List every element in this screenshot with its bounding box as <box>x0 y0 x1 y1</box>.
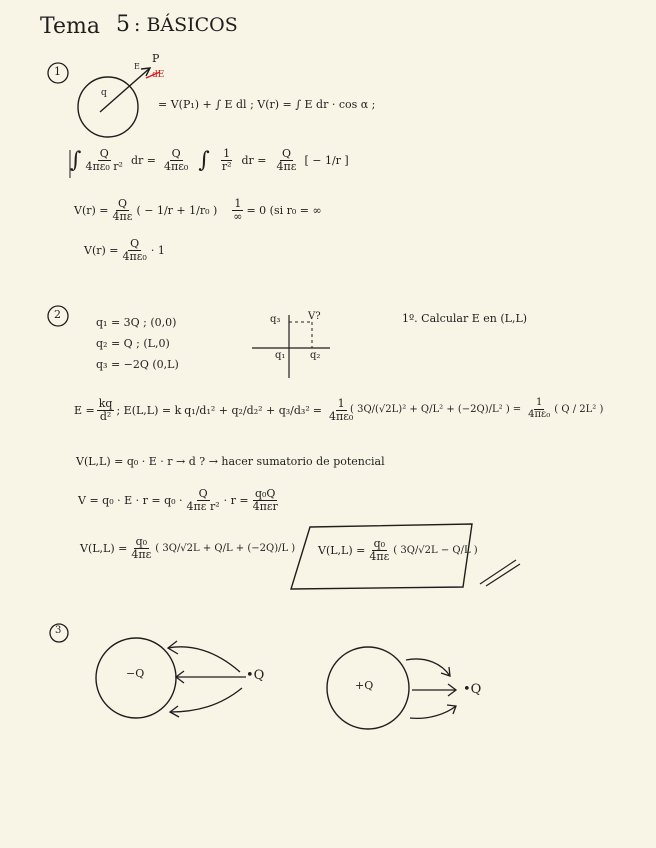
diagram-label-e: dE <box>152 70 165 80</box>
problem2-number: 2 <box>54 308 61 321</box>
p2-e-f2-num: 1 <box>536 397 543 408</box>
p2-e-sub: ( 3Q/(√2L)² + Q/L² + (−2Q)/L² ) <box>350 403 510 415</box>
p2-task: 1º. Calcular E en (L,L) <box>402 312 528 325</box>
p1-eq1: = V(P₁) + ∫ E dl ; V(r) = ∫ E dr · cos α ; <box>158 98 376 111</box>
p1-eq4-lhs: V(r) = <box>84 243 119 257</box>
p1-eq3-lhs: V(r) = <box>74 203 109 217</box>
p1-eq2-bracket: [ − 1/r ] <box>304 154 349 167</box>
p2-e-f2-den: 4πε₀ <box>528 408 551 420</box>
p1-eq2-k-num: Q <box>171 147 181 161</box>
p1-eq4-tail: · 1 <box>150 243 165 257</box>
p1-eq3-note-frac <box>231 198 244 222</box>
p1-eq2-res-num: Q <box>281 147 291 161</box>
p2-field-eq-sub <box>350 398 603 420</box>
p2-e-den: d² <box>99 409 112 423</box>
p2-e-eq1: = <box>312 403 322 417</box>
left-field-line-top <box>168 647 240 672</box>
charge-q1: q₁ = 3Q ; (0,0) <box>96 316 177 329</box>
p2-line2-den: 4πε r² <box>186 499 220 513</box>
p2-line3 <box>80 536 295 560</box>
p2-boxed-frac <box>367 538 391 562</box>
p1-eq2-k-den: 4πε₀ <box>164 160 189 173</box>
p2-line2 <box>78 488 282 512</box>
p2-line2-num2: q₀Q <box>254 487 276 500</box>
grid-q1: q₁ <box>275 350 286 361</box>
right-point-charge: •Q <box>463 682 482 697</box>
p1-eq2-res-den: 4πε <box>276 160 297 173</box>
p1-eq3-note-den: ∞ <box>233 209 243 223</box>
p1-eq2 <box>70 148 349 173</box>
p2-e-mid: ; E(L,L) = k <box>116 403 182 417</box>
p1-eq2-frac-k <box>162 148 190 172</box>
p1-eq2-mid: dr = <box>130 154 156 167</box>
p2-e-res: ( Q / 2L² ) <box>554 403 604 415</box>
grid-v: V? <box>308 311 321 322</box>
check-mark-1 <box>480 560 516 584</box>
p2-boxed-paren: ( 3Q/√2L − Q/L ) <box>393 544 478 556</box>
left-field-line-bottom <box>170 688 242 712</box>
p1-eq3 <box>74 198 322 222</box>
p2-line2-mid: · r = <box>223 493 249 507</box>
left-sphere-charge: −Q <box>126 667 145 680</box>
tema-number: 5 <box>116 12 130 37</box>
problem3-number: 3 <box>55 625 62 636</box>
right-field-line-bottom <box>410 706 456 718</box>
p2-e-terms: q₁/d₁² + q₂/d₂² + q₃/d₃² <box>184 403 310 417</box>
diagram-label-q: q <box>101 88 107 98</box>
p1-eq2-dr: dr = <box>241 154 267 167</box>
p2-boxed-num: q₀ <box>373 537 386 550</box>
check-mark-2 <box>486 564 520 586</box>
p2-line3-den: 4πε <box>131 547 152 561</box>
p2-boxed-lhs: V(L,L) = <box>318 543 366 557</box>
p2-line3-frac <box>129 536 153 560</box>
diagram-label-E: E <box>134 62 140 71</box>
p1-eq3-note-num: 1 <box>234 197 242 210</box>
diagram-label-p: P <box>152 52 160 65</box>
p1-eq2-r-den: r² <box>221 160 232 173</box>
p1-eq3-paren: ( − 1/r + 1/r₀ ) <box>136 203 218 217</box>
tema-subtitle: : BÁSICOS <box>134 14 238 36</box>
charge-q2: q₂ = Q ; (L,0) <box>96 337 170 350</box>
p2-boxed-result <box>318 538 478 562</box>
p1-eq4-frac <box>121 238 149 262</box>
p1-eq2-r-num: 1 <box>223 147 231 161</box>
charge-q3: q₃ = −2Q (0,L) <box>96 358 179 371</box>
p2-line2-frac2 <box>251 488 280 512</box>
p2-field-eq <box>74 398 357 422</box>
p2-e-num: kq <box>98 397 113 410</box>
p1-eq2-lhs-den: 4πε₀ r² <box>85 160 123 173</box>
p1-eq4 <box>84 238 165 262</box>
grid-q2: q₂ <box>310 350 321 361</box>
p1-eq2-int: ∫ <box>70 148 82 173</box>
p1-eq2-frac-lhs <box>83 148 125 172</box>
p1-eq2-lhs-num: Q <box>99 147 109 161</box>
p2-boxed-den: 4πε <box>369 549 390 563</box>
p1-eq2-frac-res <box>275 148 299 172</box>
p2-e-eq2: = <box>512 403 522 415</box>
p2-e-f2 <box>526 398 552 420</box>
p1-eq3-note: = 0 (si r₀ = ∞ <box>246 203 322 217</box>
p2-line2-frac <box>185 488 222 512</box>
right-sphere-charge: +Q <box>355 679 374 692</box>
p2-e-lhs: E = <box>74 403 95 417</box>
p1-eq2-frac-r <box>220 148 234 172</box>
left-point-charge: •Q <box>246 668 265 683</box>
p1-eq4-num: Q <box>130 237 140 250</box>
p2-line2-lhs: V = q₀ · E · r = q₀ · <box>78 493 183 507</box>
p2-line2-num: Q <box>198 487 208 500</box>
p2-line3-num: q₀ <box>135 535 148 548</box>
p2-line1: V(L,L) = q₀ · E · r → d ? → hacer sumatorio de potencial <box>76 455 385 468</box>
p1-eq4-den: 4πε₀ <box>122 249 147 263</box>
p1-eq3-num: Q <box>117 197 127 210</box>
radius-vector <box>100 68 150 112</box>
grid-q3: q₃ <box>270 314 281 325</box>
p2-e-frac <box>97 398 115 422</box>
p2-line3-lhs: V(L,L) = <box>80 541 128 555</box>
tema-label: Tema <box>40 14 100 39</box>
p1-eq3-frac <box>111 198 135 222</box>
problem1-number: 1 <box>54 65 61 78</box>
p2-e-f1-den: 4πε₀ <box>328 409 354 423</box>
p1-eq2-int2: ∫ <box>198 148 210 173</box>
p2-line2-den2: 4πεr <box>252 499 278 513</box>
p2-line3-paren: ( 3Q/√2L + Q/L + (−2Q)/L ) <box>155 542 296 554</box>
p1-eq3-den: 4πε <box>112 209 133 223</box>
p2-e-f1-num: 1 <box>337 397 345 410</box>
